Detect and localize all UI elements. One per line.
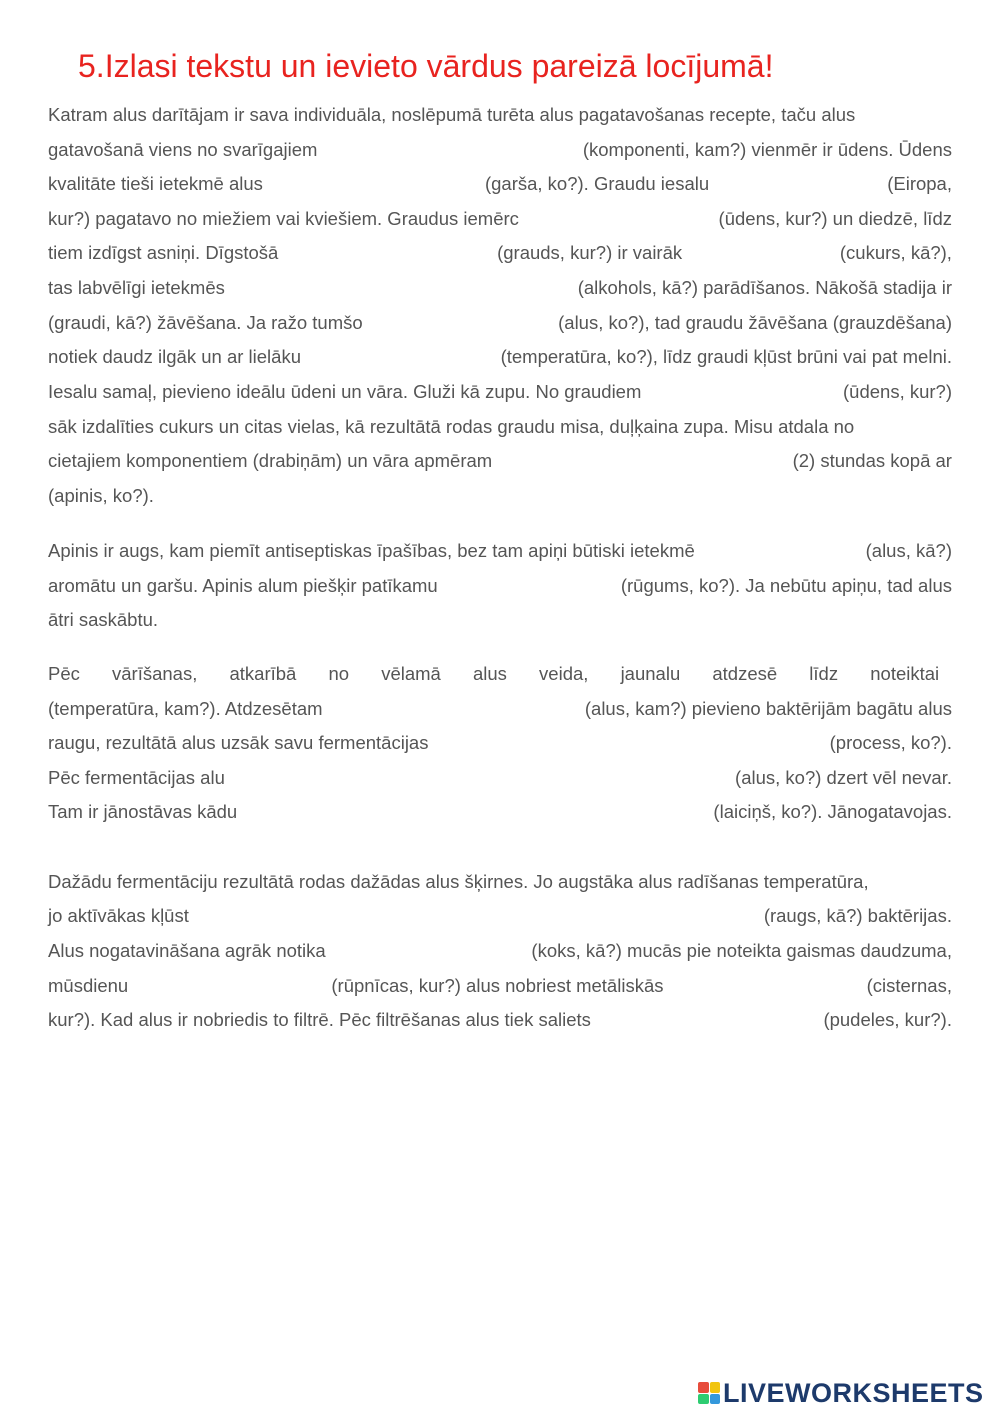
text-line: Katram alus darītājam ir sava individuāla, noslēpumā turēta alus pagatavošanas recepte, taču alus [48, 104, 856, 125]
answer-input[interactable] [352, 138, 548, 162]
text-line: raugu, rezultātā alus uzsāk savu fermentācijas (process, ko?). [48, 732, 952, 753]
text-line: Apinis ir augs, kam piemīt antiseptiskas īpašības, bez tam apiņi būtiski ietekmē (alus, kā?) [48, 540, 952, 561]
text-line: Tam ir jānostāvas kādu (laiciņš, ko?). Jānogatavojas. [48, 801, 952, 822]
answer-input[interactable] [268, 276, 534, 300]
answer-input[interactable] [401, 800, 549, 824]
logo-mark-icon [698, 1382, 720, 1404]
answer-input[interactable] [391, 904, 561, 928]
answer-input[interactable] [637, 1008, 777, 1032]
text-line: (apinis, ko?). [48, 485, 154, 506]
liveworksheets-logo [698, 1378, 984, 1408]
answer-input[interactable] [679, 380, 805, 404]
text-line: Alus nogatavināšana agrāk notika (koks, kā?) mucās pie noteikta gaismas daudzuma, [48, 940, 952, 961]
text-line: (graudi, kā?) žāvēšana. Ja ražo tumšo (alus, ko?), tad graudu žāvēšana (grauzdēšana) [48, 312, 952, 333]
answer-input[interactable] [681, 974, 849, 998]
answer-input[interactable] [420, 766, 540, 790]
answer-input[interactable] [565, 731, 693, 755]
text-line: (temperatūra, kam?). Atdzesētam (alus, kam?) pievieno baktērijām bagātu alus [48, 698, 952, 719]
text-line: kur?). Kad alus ir nobriedis to filtrē. Pēc filtrēšanas alus tiek saliets (pudeles, kur?). [48, 1009, 952, 1030]
answer-input[interactable] [704, 241, 819, 265]
answer-input[interactable] [146, 974, 314, 998]
text-line: tas labvēlīgi ietekmēs (alkohols, kā?) parādīšanos. Nākošā stadija ir [48, 277, 952, 298]
answer-input[interactable] [731, 539, 829, 563]
logo-mark-tile [698, 1394, 709, 1405]
logo-mark-tile [710, 1394, 721, 1405]
text-line: ātri saskābtu. [48, 609, 159, 630]
answer-input[interactable] [560, 207, 678, 231]
logo-mark-tile [698, 1382, 709, 1393]
answer-input[interactable] [535, 449, 749, 473]
text-line: jo aktīvākas kļūst (raugs, kā?) baktērijas. [48, 905, 952, 926]
answer-input[interactable] [727, 172, 869, 196]
answer-input[interactable] [400, 311, 520, 335]
answer-input[interactable] [475, 574, 583, 598]
text-line: Pēc vārīšanas, atkarībā no vēlamā alus veida, jaunalu atdzesē līdz noteiktai [48, 663, 940, 684]
logo-mark-tile [710, 1382, 721, 1393]
text-line: notiek daudz ilgāk un ar lielāku (temperatūra, ko?), līdz graudi kļūst brūni vai pat melni. [48, 346, 952, 367]
text-line: tiem izdīgst asniņi. Dīgstošā (grauds, kur?) ir vairāk (cukurs, kā?), [48, 242, 952, 263]
text-line: sāk izdalīties cukurs un citas vielas, kā rezultātā rodas graudu misa, duļķaina zupa. Misu atdala no [48, 416, 855, 437]
text-line: kvalitāte tieši ietekmē alus (garša, ko?). Graudu iesalu (Eiropa, [48, 173, 952, 194]
answer-input[interactable] [360, 697, 548, 721]
answer-input[interactable] [300, 241, 476, 265]
page-title: 5.Izlasi tekstu un ievieto vārdus pareizā locījumā! [78, 48, 774, 84]
text-line: Iesalu samaļ, pievieno ideālu ūdeni un vāra. Gluži kā zupu. No graudiem (ūdens, kur?) [48, 381, 952, 402]
logo-text: LIVEWORKSHEETS [723, 1377, 984, 1408]
answer-input[interactable] [365, 939, 493, 963]
answer-input[interactable] [343, 345, 459, 369]
answer-input[interactable] [281, 172, 467, 196]
text-line: cietajiem komponentiem (drabiņām) un vāra apmēram (2) stundas kopā ar [48, 450, 952, 471]
text-line: mūsdienu (rūpnīcas, kur?) alus nobriest metāliskās (cisternas, [48, 975, 952, 996]
text-line: kur?) pagatavo no miežiem vai kviešiem. Graudus iemērc (ūdens, kur?) un diedzē, līdz [48, 208, 952, 229]
text-line: Pēc fermentācijas alu (alus, ko?) dzert vēl nevar. [48, 767, 952, 788]
text-line: Dažādu fermentāciju rezultātā rodas dažādas alus šķirnes. Jo augstāka alus radīšanas temperatūra, [48, 871, 869, 892]
text-line: aromātu un garšu. Apinis alum piešķir patīkamu (rūgums, ko?). Ja nebūtu apiņu, tad alus [48, 575, 952, 596]
text-line: gatavošanā viens no svarīgajiem (komponenti, kam?) vienmēr ir ūdens. Ūdens [48, 139, 952, 160]
